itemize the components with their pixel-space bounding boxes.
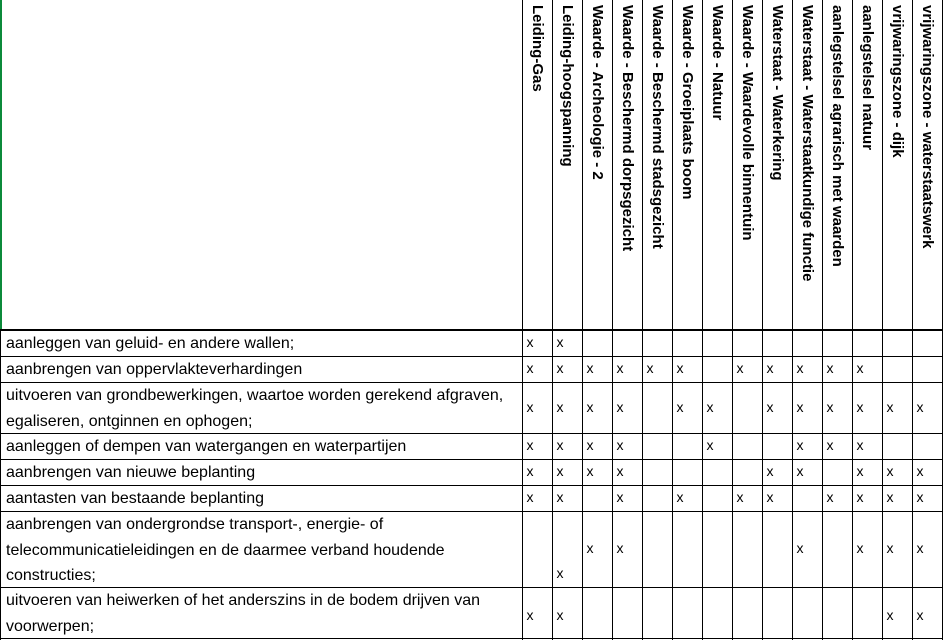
cell-mark: x	[736, 489, 744, 505]
cell-mark: x	[556, 334, 564, 350]
cell-mark: x	[796, 463, 804, 479]
cell-mark: x	[856, 398, 864, 415]
cell-mark: x	[616, 463, 624, 479]
row-divider	[0, 329, 943, 331]
cell-mark: x	[526, 360, 534, 376]
column-divider	[912, 0, 913, 640]
cell-mark: x	[526, 606, 534, 623]
cell-mark: x	[886, 463, 894, 479]
cell-mark: x	[676, 360, 684, 376]
cell-mark: x	[556, 606, 564, 623]
cell-mark: x	[886, 489, 894, 505]
cell-mark: x	[616, 437, 624, 453]
column-divider	[582, 0, 583, 640]
cell-mark: x	[586, 360, 594, 376]
cell-mark: x	[586, 540, 594, 556]
cell-mark: x	[526, 398, 534, 415]
cell-mark: x	[886, 606, 894, 623]
column-divider	[792, 0, 793, 640]
column-header-label: Waterstaat - Waterkering	[769, 5, 786, 181]
cell-mark: x	[556, 360, 564, 376]
cell-mark: x	[796, 540, 804, 556]
cell-mark: x	[916, 463, 924, 479]
column-header-label: Leiding-hoogspanning	[559, 5, 576, 167]
activity-label: aanbrengen van nieuwe beplanting	[6, 464, 256, 481]
cell-mark: x	[706, 437, 714, 453]
cell-mark: x	[856, 489, 864, 505]
cell-mark: x	[556, 463, 564, 479]
column-header	[672, 0, 702, 328]
column-header-label: Waarde - Groeiplaats boom	[679, 5, 696, 200]
column-divider	[552, 0, 553, 640]
column-header-label: Waterstaat - Waterstaatkundige functie	[799, 5, 816, 282]
column-header	[822, 0, 852, 328]
cell-mark: x	[556, 437, 564, 453]
cell-mark: x	[856, 463, 864, 479]
cell-mark: x	[676, 489, 684, 505]
cell-mark: x	[916, 540, 924, 556]
column-header	[912, 0, 942, 328]
column-header	[612, 0, 642, 328]
cell-mark: x	[766, 463, 774, 479]
column-header	[702, 0, 732, 328]
cell-mark: x	[886, 540, 894, 556]
column-divider	[762, 0, 763, 640]
cell-mark: x	[736, 360, 744, 376]
column-header-label: Waarde - Beschermd dorpsgezicht	[619, 5, 636, 252]
cell-mark: x	[916, 398, 924, 415]
column-header	[792, 0, 822, 328]
cell-mark: x	[886, 398, 894, 415]
cell-mark: x	[796, 398, 804, 415]
cell-mark: x	[556, 565, 564, 581]
column-divider	[522, 0, 523, 640]
cell-mark: x	[826, 437, 834, 453]
cell-mark: x	[526, 489, 534, 505]
activity-label: aanbrengen van ondergrondse transport-, energie- of telecommunicatieleidingen en de daarmee verband houdende constructies;	[6, 516, 445, 584]
activity-label: aantasten van bestaande beplanting	[6, 490, 264, 507]
cell-mark: x	[856, 540, 864, 556]
column-header-label: Waarde - Natuur	[709, 5, 726, 121]
cell-mark: x	[856, 360, 864, 376]
cell-mark: x	[676, 398, 684, 415]
cell-mark: x	[646, 360, 654, 376]
column-header	[852, 0, 882, 328]
cell-mark: x	[796, 437, 804, 453]
column-header	[642, 0, 672, 328]
cell-mark: x	[826, 398, 834, 415]
column-header-label: aanlegstelsel agrarisch met waarden	[829, 5, 846, 267]
cell-mark: x	[586, 463, 594, 479]
cell-mark: x	[526, 437, 534, 453]
row-divider	[0, 511, 943, 512]
cell-mark: x	[616, 489, 624, 505]
cell-mark: x	[586, 437, 594, 453]
cell-mark: x	[826, 489, 834, 505]
cell-mark: x	[766, 360, 774, 376]
cell-mark: x	[616, 360, 624, 376]
column-header-label: aanlegstelsel natuur	[859, 5, 876, 151]
cell-mark: x	[556, 398, 564, 415]
left-border-accent	[0, 0, 2, 330]
column-header-label: Waarde - Beschermd stadsgezicht	[649, 5, 666, 249]
column-header	[732, 0, 762, 328]
column-divider	[642, 0, 643, 640]
column-header-label: vrijwaringszone - dijk	[889, 5, 906, 158]
activity-label: uitvoeren van heiwerken of het anderszins in de bodem drijven van voorwerpen;	[6, 592, 481, 635]
cell-mark: x	[526, 334, 534, 350]
column-divider	[822, 0, 823, 640]
column-header	[582, 0, 612, 328]
row-divider	[0, 459, 943, 460]
cell-mark: x	[586, 398, 594, 415]
column-header	[552, 0, 582, 328]
row-divider	[0, 638, 943, 639]
row-divider	[0, 382, 943, 383]
activity-label: aanleggen van geluid- en andere wallen;	[6, 335, 295, 352]
cell-mark: x	[616, 398, 624, 415]
cell-mark: x	[916, 606, 924, 623]
column-header	[882, 0, 912, 328]
cell-mark: x	[556, 489, 564, 505]
activity-label: uitvoeren van grondbewerkingen, waartoe worden gerekend afgraven, egaliseren, ontginnen en ophogen;	[6, 387, 504, 430]
cell-mark: x	[826, 360, 834, 376]
row-divider	[0, 433, 943, 434]
column-divider	[612, 0, 613, 640]
column-header	[762, 0, 792, 328]
column-divider	[732, 0, 733, 640]
cell-mark: x	[766, 489, 774, 505]
cell-mark: x	[526, 463, 534, 479]
column-divider	[852, 0, 853, 640]
column-header-label: Waarde - Waardevolle binnentuin	[739, 5, 756, 241]
row-divider	[0, 587, 943, 588]
column-header	[522, 0, 552, 328]
column-divider	[672, 0, 673, 640]
activity-label: aanleggen of dempen van watergangen en waterpartijen	[6, 438, 407, 455]
cell-mark: x	[616, 540, 624, 556]
column-header-label: Leiding-Gas	[529, 5, 546, 92]
cell-mark: x	[856, 437, 864, 453]
cell-mark: x	[916, 489, 924, 505]
left-divider	[0, 330, 1, 640]
column-header-label: Waarde - Archeologie - 2	[589, 5, 606, 180]
cell-mark: x	[796, 360, 804, 376]
cell-mark: x	[706, 398, 714, 415]
row-divider	[0, 356, 943, 357]
column-divider	[882, 0, 883, 640]
cell-mark: x	[766, 398, 774, 415]
row-divider	[0, 485, 943, 486]
column-divider	[942, 0, 943, 640]
column-divider	[702, 0, 703, 640]
column-header-label: vrijwaringszone - waterstaatswerk	[919, 5, 936, 249]
activity-label: aanbrengen van oppervlakteverhardingen	[6, 361, 303, 378]
